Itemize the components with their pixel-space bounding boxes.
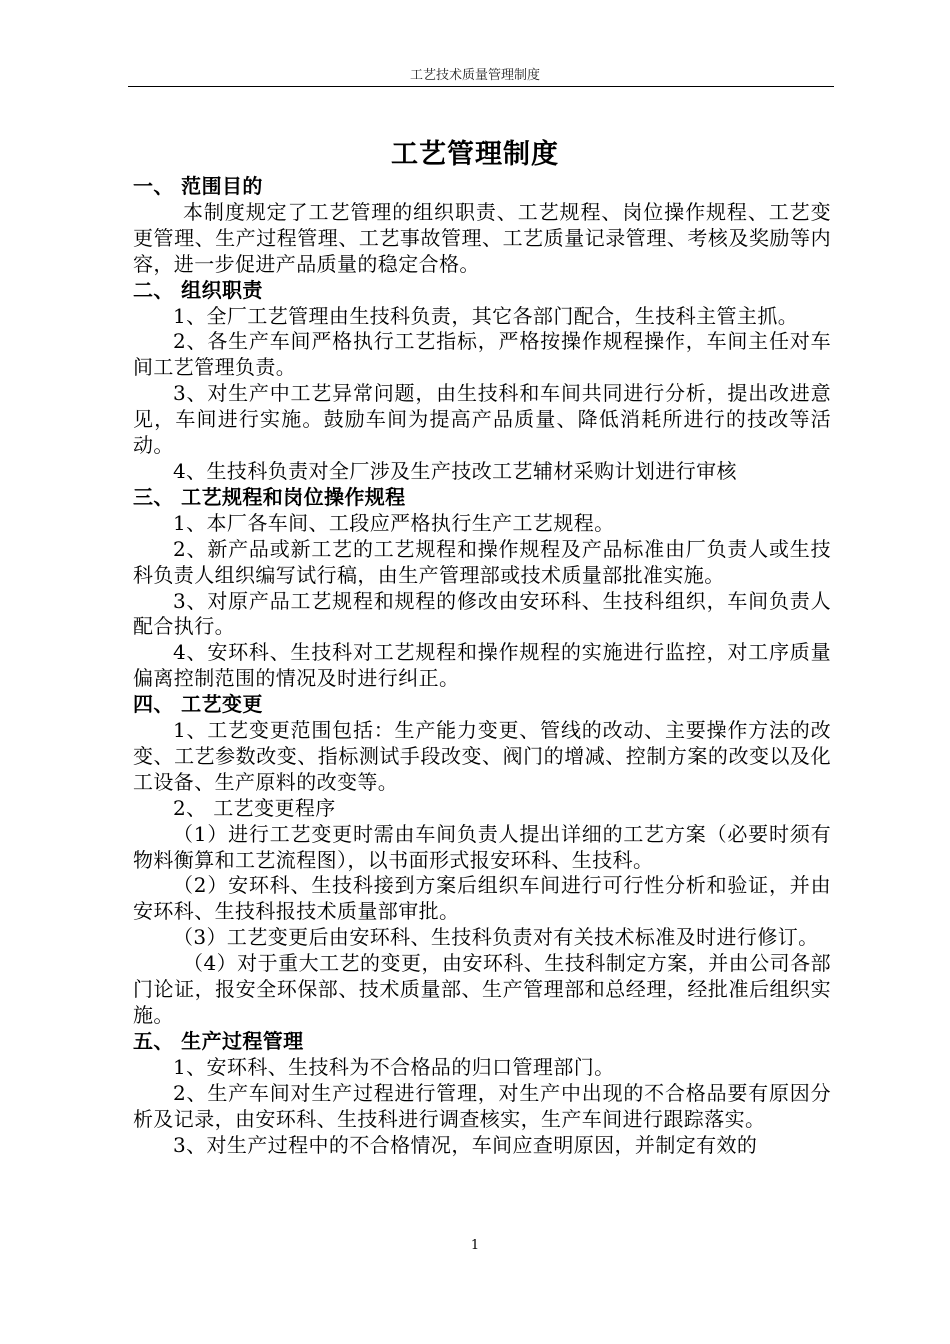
section-heading-process-change: 四、 工艺变更 <box>133 692 263 717</box>
page-header: 工艺技术质量管理制度 <box>409 68 540 83</box>
section-heading-scope: 一、 范围目的 <box>133 174 263 198</box>
paragraph: 3、对生产过程中的不合格情况，车间应查明原因，并制定有效的 <box>173 1132 758 1157</box>
page-number: 1 <box>470 1238 480 1253</box>
paragraph: 4、生技科负责对全厂涉及生产技改工艺辅材采购计划进行审核 <box>173 458 737 483</box>
document-body <box>133 174 831 1158</box>
section-heading-responsibilities: 二、 组织职责 <box>133 277 263 302</box>
paragraph: 2、生产车间对生产过程进行管理，对生产中出现的不合格品要有原因分析及记录，由安环科、生技科进行调查核实，生产车间进行跟踪落实。 <box>133 1080 831 1131</box>
paragraph: 2、 工艺变更程序 <box>173 795 336 820</box>
document-title: 工艺管理制度 <box>391 139 559 170</box>
section-heading-production-process: 五、 生产过程管理 <box>133 1028 304 1053</box>
paragraph: 1、本厂各车间、工段应严格执行生产工艺规程。 <box>173 510 615 535</box>
paragraph: 2、新产品或新工艺的工艺规程和操作规程及产品标准由厂负责人或生技科负责人组织编写试行稿，由生产管理部或技术质量部批准实施。 <box>133 536 831 587</box>
section-heading-procedures: 三、 工艺规程和岗位操作规程 <box>133 484 406 509</box>
paragraph: 1、工艺变更范围包括：生产能力变更、管线的改动、主要操作方法的改变、工艺参数改变、指标测试手段改变、阀门的增减、控制方案的改变以及化工设备、生产原料的改变等。 <box>133 718 831 794</box>
paragraph: 4、安环科、生技科对工艺规程和操作规程的实施进行监控，对工序质量偏离控制范围的情况及时进行纠正。 <box>133 640 831 691</box>
paragraph: （2）安环科、生技科接到方案后组织车间进行可行性分析和验证，并由安环科、生技科报技术质量部审批。 <box>133 873 831 924</box>
paragraph: 3、对原产品工艺规程和规程的修改由安环科、生技科组织，车间负责人配合执行。 <box>133 588 831 639</box>
paragraph: （4）对于重大工艺的变更，由安环科、生技科制定方案，并由公司各部门论证，报安全环保部、技术质量部、生产管理部和总经理，经批准后组织实施。 <box>133 951 831 1027</box>
paragraph: 本制度规定了工艺管理的组织职责、工艺规程、岗位操作规程、工艺变更管理、生产过程管理、工艺事故管理、工艺质量记录管理、考核及奖励等内容，进一步促进产品质量的稳定合格。 <box>133 199 831 276</box>
paragraph: （3）工艺变更后由安环科、生技科负责对有关技术标准及时进行修订。 <box>173 925 819 950</box>
paragraph: 3、对生产中工艺异常问题，由生技科和车间共同进行分析，提出改进意见，车间进行实施。鼓励车间为提高产品质量、降低消耗所进行的技改等活动。 <box>133 381 831 458</box>
paragraph: 2、各生产车间严格执行工艺指标，严格按操作规程操作，车间主任对车间工艺管理负责。 <box>133 329 831 380</box>
paragraph: 1、安环科、生技科为不合格品的归口管理部门。 <box>173 1054 615 1079</box>
paragraph: 1、全厂工艺管理由生技科负责，其它各部门配合，生技科主管主抓。 <box>173 303 799 328</box>
paragraph: （1）进行工艺变更时需由车间负责人提出详细的工艺方案（必要时须有物料衡算和工艺流程图），以书面形式报安环科、生技科。 <box>133 821 831 872</box>
header-rule <box>128 86 834 87</box>
